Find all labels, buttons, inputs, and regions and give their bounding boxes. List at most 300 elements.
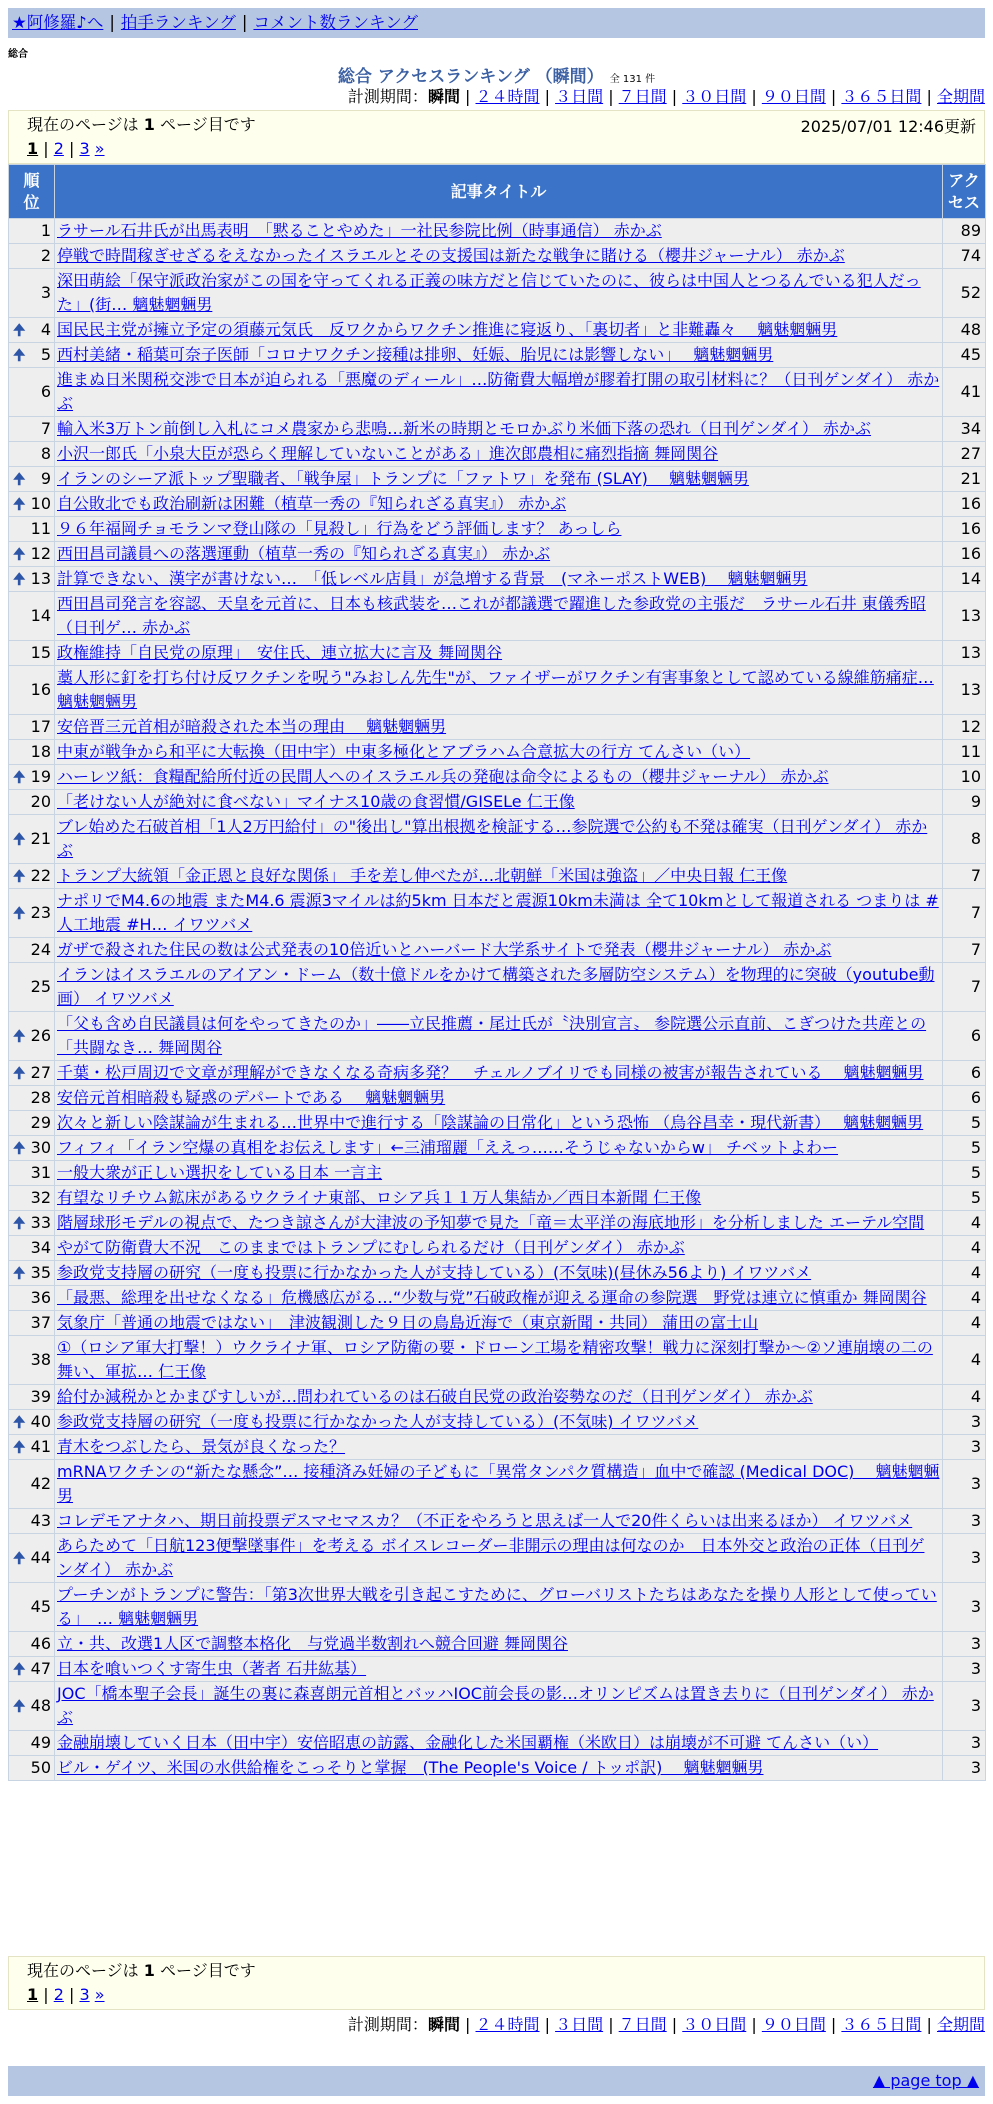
title-cell bbox=[55, 1756, 943, 1781]
rank-cell bbox=[9, 1186, 55, 1211]
page-link[interactable]: 2 bbox=[53, 139, 64, 158]
rank-column-header: 順位 bbox=[9, 165, 55, 219]
article-link[interactable]: 計算できない、漢字が書けない… 「低レベル店員」が急増する背景 (マネーポストWEB) 魑魅魍魎男 bbox=[57, 569, 808, 588]
comment-ranking-link[interactable]: コメント数ランキング bbox=[253, 13, 418, 32]
current-page-number: 1 bbox=[143, 1961, 155, 1980]
article-link[interactable]: 千葉・松戸周辺で文章が理解ができなくなる奇病多発？ チェルノブイリでも同様の被害が報告されている 魑魅魍魎男 bbox=[57, 1063, 924, 1082]
page-separator: | bbox=[38, 1985, 54, 2004]
rank-cell bbox=[9, 641, 55, 666]
rank-cell bbox=[9, 1286, 55, 1311]
access-count: 45 bbox=[943, 343, 986, 368]
article-link[interactable]: 小沢一郎氏「小泉大臣が恐らく理解していないことがある」進次郎農相に痛烈指摘 舞岡関谷 bbox=[57, 444, 719, 463]
access-count: 3 bbox=[943, 1460, 986, 1509]
period-link[interactable]: 全期間 bbox=[936, 87, 985, 106]
title-cell bbox=[55, 889, 943, 938]
table-row bbox=[9, 641, 986, 666]
table-row bbox=[9, 1086, 986, 1111]
rank-number: 5 bbox=[40, 345, 51, 364]
title-cell bbox=[55, 1186, 943, 1211]
rank-up-arrow-icon: 🠉 bbox=[13, 346, 26, 364]
title-column-header: 記事タイトル bbox=[55, 165, 943, 219]
page-separator: | bbox=[63, 139, 80, 158]
rank-cell bbox=[9, 1731, 55, 1756]
rank-number: 6 bbox=[40, 382, 51, 401]
access-count: 12 bbox=[943, 715, 986, 740]
article-link[interactable]: イランのシーア派トップ聖職者、「戦争屋」トランプに「ファトワ」を発布 (SLAY) 魑魅魍魎男 bbox=[57, 469, 749, 488]
period-separator: | bbox=[603, 2015, 619, 2034]
access-count: 6 bbox=[943, 1086, 986, 1111]
rank-number: 19 bbox=[30, 767, 51, 786]
rank-cell bbox=[9, 864, 55, 889]
rank-cell bbox=[9, 1012, 55, 1061]
article-link[interactable]: 次々と新しい陰謀論が生まれる…世界中で進行する「陰謀論の日常化」という恐怖 （烏谷昌幸・現代新書） 魑魅魍魎男 bbox=[57, 1113, 924, 1132]
rank-up-arrow-icon: 🠉 bbox=[13, 495, 26, 513]
title-cell bbox=[55, 938, 943, 963]
rank-up-arrow-icon: 🠉 bbox=[13, 1660, 26, 1678]
rank-number: 14 bbox=[30, 606, 51, 625]
article-link[interactable]: ①（ロシア軍大打撃！）ウクライナ軍、ロシア防衛の要・ドローン工場を精密攻撃！戦力に深刻打撃か～②ソ連崩壊の二の舞い、軍拡… 仁王像 bbox=[57, 1338, 933, 1381]
table-row bbox=[9, 1336, 986, 1385]
period-link[interactable]: ３６５日間 bbox=[841, 87, 922, 106]
pager-bottom bbox=[8, 1956, 985, 2010]
current-page-prefix: 現在のページは bbox=[27, 1961, 139, 1980]
access-count: 4 bbox=[943, 1236, 986, 1261]
table-row bbox=[9, 592, 986, 641]
access-count: 3 bbox=[943, 1509, 986, 1534]
title-cell bbox=[55, 864, 943, 889]
article-link[interactable]: 藁人形に釘を打ち付け反ワクチンを呪う"みおしん先生"が、ファイザーがワクチン有害事象として認めている線維筋痛症… 魑魅魍魎男 bbox=[57, 668, 934, 711]
title-cell bbox=[55, 343, 943, 368]
access-count: 34 bbox=[943, 417, 986, 442]
title-cell bbox=[55, 442, 943, 467]
title-cell bbox=[55, 1311, 943, 1336]
title-cell bbox=[55, 368, 943, 417]
title-cell bbox=[55, 963, 943, 1012]
rank-cell bbox=[9, 1385, 55, 1410]
rank-cell bbox=[9, 542, 55, 567]
table-row bbox=[9, 1509, 986, 1534]
table-row bbox=[9, 269, 986, 318]
rank-cell bbox=[9, 666, 55, 715]
rank-number: 41 bbox=[30, 1437, 51, 1456]
title-cell bbox=[55, 1211, 943, 1236]
article-link[interactable]: ナポリでM4.6の地震 またM4.6 震源3マイルは約5km 日本だと震源10km未満は 全て10kmとして報道される つまりは #人工地震 #H… イワツバメ bbox=[57, 891, 939, 934]
article-link[interactable]: 安倍晋三元首相が暗殺された本当の理由 魑魅魍魎男 bbox=[57, 717, 447, 736]
rank-number: 38 bbox=[30, 1350, 51, 1369]
rank-number: 10 bbox=[30, 494, 51, 513]
title-cell bbox=[55, 641, 943, 666]
category-label: 総合 bbox=[8, 49, 28, 60]
current-page-suffix: ページ目です bbox=[160, 115, 256, 134]
title-cell bbox=[55, 1086, 943, 1111]
title-cell bbox=[55, 1534, 943, 1583]
access-count: 3 bbox=[943, 1583, 986, 1632]
period-current: 瞬間 bbox=[427, 2015, 460, 2034]
rank-number: 42 bbox=[30, 1474, 51, 1493]
nav-separator: | bbox=[109, 13, 115, 32]
rank-cell bbox=[9, 1236, 55, 1261]
access-count: 4 bbox=[943, 1286, 986, 1311]
article-link[interactable]: 給付か減税かとかまびすしいが…問われているのは石破自民党の政治姿勢なのだ（日刊ゲンダイ） 赤かぶ bbox=[57, 1387, 813, 1406]
rank-number: 35 bbox=[30, 1263, 51, 1282]
rank-cell bbox=[9, 368, 55, 417]
article-link[interactable]: プーチンがトランプに警告：「第3次世界大戦を引き起こすために、グローバリストたちはあなたを操り人形として使っている」 … 魑魅魍魎男 bbox=[57, 1585, 937, 1628]
rank-cell bbox=[9, 318, 55, 343]
page-separator: | bbox=[63, 1985, 80, 2004]
rank-number: 12 bbox=[30, 544, 51, 563]
period-separator: | bbox=[539, 87, 556, 106]
next-page-link[interactable]: » bbox=[94, 1985, 105, 2004]
article-link[interactable]: フィフィ「イラン空爆の真相をお伝えします」←三浦瑠麗「ええっ……そうじゃないからw」 チベットよわー bbox=[57, 1138, 839, 1157]
article-link[interactable]: 自公敗北でも政治刷新は困難（植草一秀の『知られざる真実』） 赤かぶ bbox=[57, 494, 567, 513]
period-selector-bottom bbox=[348, 2014, 985, 2036]
access-count: 13 bbox=[943, 666, 986, 715]
period-link[interactable]: 全期間 bbox=[936, 2015, 985, 2034]
pager-top bbox=[8, 110, 985, 164]
article-link[interactable]: 西村美緒・稲葉可奈子医師「コロナワクチン接種は排卵、妊娠、胎児には影響しない」 魑魅魍魎男 bbox=[57, 345, 774, 364]
article-link[interactable]: 立・共、改選1人区で調整本格化 与党過半数割れへ競合回避 舞岡関谷 bbox=[57, 1634, 568, 1653]
rank-up-arrow-icon: 🠉 bbox=[13, 1264, 26, 1282]
rank-cell bbox=[9, 1136, 55, 1161]
period-selector-top bbox=[348, 86, 985, 108]
page-link[interactable]: 3 bbox=[79, 139, 90, 158]
table-row bbox=[9, 318, 986, 343]
title-cell bbox=[55, 1435, 943, 1460]
next-page-link[interactable]: » bbox=[94, 139, 105, 158]
article-link[interactable]: 中東が戦争から和平に大転換（田中宇）中東多極化とアブラハム合意拡大の行方 てんさい（い） bbox=[57, 742, 751, 761]
title-cell bbox=[55, 1061, 943, 1086]
period-separator: | bbox=[603, 87, 619, 106]
article-link[interactable]: あらためて「日航123便撃墜事件」を考える ボイスレコーダー非開示の理由は何なのか 日本外交と政治の正体（日刊ゲンダイ） 赤かぶ bbox=[57, 1536, 925, 1579]
rank-up-arrow-icon: 🠉 bbox=[13, 768, 26, 786]
article-link[interactable]: 「最悪、総理を出せなくなる」危機感広がる…“少数与党”石破政権が迎える運命の参院選 野党は連立に慎重か 舞岡関谷 bbox=[57, 1288, 927, 1307]
article-link[interactable]: 一般大衆が正しい選択をしている日本 一言主 bbox=[57, 1163, 383, 1182]
access-count: 27 bbox=[943, 442, 986, 467]
page-link[interactable]: 3 bbox=[79, 1985, 90, 2004]
article-link[interactable]: 気象庁「普通の地震ではない」 津波観測した９日の鳥島近海で（東京新聞・共同） 蒲田の富士山 bbox=[57, 1313, 759, 1332]
rank-number: 50 bbox=[30, 1758, 51, 1777]
rank-cell bbox=[9, 1632, 55, 1657]
table-row bbox=[9, 517, 986, 542]
article-link[interactable]: 参政党支持層の研究（一度も投票に行かなかった人が支持している）(不気味) イワツバメ bbox=[57, 1412, 699, 1431]
rank-cell bbox=[9, 1509, 55, 1534]
period-link[interactable]: ２４時間 bbox=[475, 2015, 540, 2034]
access-count: 4 bbox=[943, 1336, 986, 1385]
period-separator: | bbox=[459, 2015, 476, 2034]
period-link[interactable]: ９０日間 bbox=[761, 2015, 826, 2034]
table-row bbox=[9, 467, 986, 492]
rank-number: 15 bbox=[30, 643, 51, 662]
access-count: 3 bbox=[943, 1756, 986, 1781]
rank-number: 48 bbox=[30, 1696, 51, 1715]
rank-number: 21 bbox=[30, 829, 51, 848]
access-count: 7 bbox=[943, 864, 986, 889]
rank-number: 11 bbox=[30, 519, 51, 538]
table-row bbox=[9, 815, 986, 864]
current-page-number: 1 bbox=[143, 115, 155, 134]
rank-up-arrow-icon: 🠉 bbox=[13, 321, 26, 339]
table-row bbox=[9, 1682, 986, 1731]
rank-cell bbox=[9, 889, 55, 938]
article-link[interactable]: イランはイスラエルのアイアン・ドーム（数十億ドルをかけて構築された多層防空システム）を物理的に突破（youtube動画） イワツバメ bbox=[57, 965, 935, 1008]
period-separator: | bbox=[539, 2015, 556, 2034]
rank-number: 36 bbox=[30, 1288, 51, 1307]
title-cell bbox=[55, 219, 943, 244]
table-row bbox=[9, 1756, 986, 1781]
rank-cell bbox=[9, 1086, 55, 1111]
rank-number: 23 bbox=[30, 903, 51, 922]
rank-number: 7 bbox=[40, 419, 51, 438]
title-cell bbox=[55, 244, 943, 269]
rank-cell bbox=[9, 790, 55, 815]
article-link[interactable]: 深田萌絵「保守派政治家がこの国を守ってくれる正義の味方だと信じていたのに、彼らは中国人とつるんでいる犯人だった」(街… 魑魅魍魎男 bbox=[57, 271, 921, 314]
ranking-title: 総合 アクセスランキング （瞬間） bbox=[337, 67, 604, 87]
rank-number: 30 bbox=[30, 1138, 51, 1157]
rank-number: 45 bbox=[30, 1597, 51, 1616]
title-cell bbox=[55, 517, 943, 542]
rank-cell bbox=[9, 244, 55, 269]
article-link[interactable]: やがて防衛費大不況 このままではトランプにむしられるだけ（日刊ゲンダイ） 赤かぶ bbox=[57, 1238, 685, 1257]
table-row bbox=[9, 1385, 986, 1410]
access-count: 52 bbox=[943, 269, 986, 318]
table-row bbox=[9, 442, 986, 467]
article-link[interactable]: 階層球形モデルの視点で、たつき諒さんが大津波の予知夢で見た「竜＝太平洋の海底地形」を分析しました エーテル空間 bbox=[57, 1213, 925, 1232]
rank-cell bbox=[9, 343, 55, 368]
access-count: 6 bbox=[943, 1061, 986, 1086]
article-link[interactable]: 西田昌司発言を容認、天皇を元首に、日本も核武装を…これが都議選で躍進した参政党の主張だ ラサール石井 東儀秀昭（日刊ゲ… 赤かぶ bbox=[57, 594, 926, 637]
rank-cell bbox=[9, 765, 55, 790]
article-link[interactable]: 進まぬ日米関税交渉で日本が迫られる「悪魔のディール」…防衛費大幅増が膠着打開の取引材料に？（日刊ゲンダイ） 赤かぶ bbox=[57, 370, 940, 413]
rank-up-arrow-icon: 🠉 bbox=[13, 1027, 26, 1045]
rank-up-arrow-icon: 🠉 bbox=[13, 1064, 26, 1082]
clap-ranking-link[interactable]: 拍手ランキング bbox=[120, 13, 236, 32]
table-row bbox=[9, 1186, 986, 1211]
table-row bbox=[9, 740, 986, 765]
rank-number: 26 bbox=[30, 1026, 51, 1045]
access-count: 13 bbox=[943, 641, 986, 666]
rank-cell bbox=[9, 467, 55, 492]
rank-number: 8 bbox=[40, 444, 51, 463]
period-current: 瞬間 bbox=[427, 87, 460, 106]
current-page-suffix: ページ目です bbox=[160, 1961, 256, 1980]
period-link[interactable]: ３日間 bbox=[555, 87, 604, 106]
table-row bbox=[9, 343, 986, 368]
access-count: 5 bbox=[943, 1161, 986, 1186]
current-page-text bbox=[27, 1960, 256, 1982]
rank-number: 17 bbox=[30, 717, 51, 736]
period-link[interactable]: ９０日間 bbox=[761, 87, 826, 106]
rank-up-arrow-icon: 🠉 bbox=[13, 1549, 26, 1567]
article-link[interactable]: 政権維持「自民党の原理」 安住氏、連立拡大に言及 舞岡関谷 bbox=[57, 643, 503, 662]
title-cell bbox=[55, 1657, 943, 1682]
table-row bbox=[9, 219, 986, 244]
period-link[interactable]: ３０日間 bbox=[682, 2015, 747, 2034]
article-link[interactable]: コレデモアナタハ、期日前投票デスマセマスカ？（不正をやろうと思えば一人で20件くらいは出来るほか） イワツバメ bbox=[57, 1511, 913, 1530]
title-cell bbox=[55, 1136, 943, 1161]
rank-number: 46 bbox=[30, 1634, 51, 1653]
rank-cell bbox=[9, 517, 55, 542]
rank-cell bbox=[9, 1261, 55, 1286]
table-row bbox=[9, 889, 986, 938]
article-link[interactable]: 停戦で時間稼ぎせざるをえなかったイスラエルとその支援国は新たな戦争に賭ける（櫻井ジャーナル） 赤かぶ bbox=[57, 246, 845, 265]
title-cell bbox=[55, 666, 943, 715]
rank-up-arrow-icon: 🠉 bbox=[13, 1139, 26, 1157]
table-row bbox=[9, 1136, 986, 1161]
rank-up-arrow-icon: 🠉 bbox=[13, 1438, 26, 1456]
article-link[interactable]: 西田昌司議員への落選運動（植草一秀の『知られざる真実』） 赤かぶ bbox=[57, 544, 551, 563]
access-count: 7 bbox=[943, 963, 986, 1012]
access-count: 3 bbox=[943, 1534, 986, 1583]
page-top-link[interactable]: ▲ page top ▲ bbox=[872, 2071, 979, 2090]
nav-separator: | bbox=[241, 13, 248, 32]
top-nav-bar bbox=[8, 8, 985, 38]
current-page-prefix: 現在のページは bbox=[27, 115, 139, 134]
article-link[interactable]: 日本を喰いつくす寄生虫（著者 石井紘基） bbox=[57, 1659, 367, 1678]
title-cell bbox=[55, 1632, 943, 1657]
title-cell bbox=[55, 1731, 943, 1756]
access-count: 16 bbox=[943, 517, 986, 542]
title-cell bbox=[55, 1012, 943, 1061]
table-row bbox=[9, 244, 986, 269]
rank-up-arrow-icon: 🠉 bbox=[13, 470, 26, 488]
table-row bbox=[9, 1410, 986, 1435]
table-row bbox=[9, 1435, 986, 1460]
access-count: 74 bbox=[943, 244, 986, 269]
article-link[interactable]: ９６年福岡チョモランマ登山隊の「見殺し」行為をどう評価します？ あっしら bbox=[57, 519, 622, 538]
rank-number: 24 bbox=[30, 940, 51, 959]
access-count: 3 bbox=[943, 1435, 986, 1460]
period-link[interactable]: ７日間 bbox=[618, 87, 667, 106]
access-count: 7 bbox=[943, 938, 986, 963]
rank-cell bbox=[9, 1336, 55, 1385]
access-count: 4 bbox=[943, 1211, 986, 1236]
article-link[interactable]: mRNAワクチンの“新たな懸念”… 接種済み妊婦の子どもに「異常タンパク質構造」血中で確認 (Medical DOC) 魑魅魍魎男 bbox=[57, 1462, 940, 1505]
rank-cell bbox=[9, 1311, 55, 1336]
article-link[interactable]: 有望なリチウム鉱床があるウクライナ東部、ロシア兵１１万人集結か／西日本新聞 仁王像 bbox=[57, 1188, 702, 1207]
table-row bbox=[9, 1161, 986, 1186]
article-link[interactable]: 青木をつぶしたら、景気が良くなった？ bbox=[57, 1437, 346, 1456]
rank-up-arrow-icon: 🠉 bbox=[13, 904, 26, 922]
top-nav bbox=[12, 12, 418, 34]
article-link[interactable]: 国民民主党が擁立予定の須藤元気氏 反ワクからワクチン推進に寝返り、「裏切者」と非難轟々 魑魅魍魎男 bbox=[57, 320, 838, 339]
table-row bbox=[9, 666, 986, 715]
article-link[interactable]: 金融崩壊していく日本（田中宇）安倍昭恵の訪露、金融化した米国覇権（米欧日）は崩壊が不可避 てんさい（い） bbox=[57, 1733, 879, 1752]
rank-cell bbox=[9, 1657, 55, 1682]
article-link[interactable]: JOC「橋本聖子会長」誕生の裏に森喜朗元首相とバッハIOC前会長の影…オリンピズムは置き去りに（日刊ゲンダイ） 赤かぶ bbox=[57, 1684, 934, 1727]
title-cell bbox=[55, 815, 943, 864]
article-link[interactable]: 参政党支持層の研究（一度も投票に行かなかった人が支持している）(不気味)(昼休み56より) イワツバメ bbox=[57, 1263, 812, 1282]
article-link[interactable]: ハーレツ紙：食糧配給所付近の民間人へのイスラエル兵の発砲は命令によるもの（櫻井ジャーナル） 赤かぶ bbox=[57, 767, 829, 786]
article-link[interactable]: トランプ大統領「金正恩と良好な関係」 手を差し伸べたが…北朝鮮「米国は強盗」／中央日報 仁王像 bbox=[57, 866, 788, 885]
page-separator: | bbox=[38, 139, 54, 158]
table-row bbox=[9, 765, 986, 790]
access-count: 3 bbox=[943, 1632, 986, 1657]
rank-number: 44 bbox=[30, 1548, 51, 1567]
rank-cell bbox=[9, 1682, 55, 1731]
article-link[interactable]: ブレ始めた石破首相「1人2万円給付」の"後出し"算出根拠を検証する…参院選で公約も不発は確実（日刊ゲンダイ） 赤かぶ bbox=[57, 817, 928, 860]
access-count: 5 bbox=[943, 1136, 986, 1161]
access-count: 41 bbox=[943, 368, 986, 417]
title-cell bbox=[55, 567, 943, 592]
rank-cell bbox=[9, 1583, 55, 1632]
rank-cell bbox=[9, 740, 55, 765]
rank-up-arrow-icon: 🠉 bbox=[13, 867, 26, 885]
title-cell bbox=[55, 1583, 943, 1632]
rank-cell bbox=[9, 815, 55, 864]
table-row bbox=[9, 1534, 986, 1583]
rank-number: 13 bbox=[30, 569, 51, 588]
article-link[interactable]: ガザで殺された住民の数は公式発表の10倍近いとハーバード大学系サイトで発表（櫻井ジャーナル） 赤かぶ bbox=[57, 940, 832, 959]
rank-cell bbox=[9, 567, 55, 592]
rank-up-arrow-icon: 🠉 bbox=[13, 830, 26, 848]
period-separator: | bbox=[666, 2015, 683, 2034]
current-page-text bbox=[27, 114, 256, 136]
table-row bbox=[9, 492, 986, 517]
rank-up-arrow-icon: 🠉 bbox=[13, 1697, 26, 1715]
rank-number: 3 bbox=[40, 283, 51, 302]
title-cell bbox=[55, 1385, 943, 1410]
title-cell bbox=[55, 467, 943, 492]
title-cell bbox=[55, 715, 943, 740]
page-link[interactable]: 2 bbox=[53, 1985, 64, 2004]
rank-number: 2 bbox=[40, 246, 51, 265]
rank-number: 39 bbox=[30, 1387, 51, 1406]
period-link[interactable]: ３０日間 bbox=[682, 87, 747, 106]
rank-number: 29 bbox=[30, 1113, 51, 1132]
title-cell bbox=[55, 1336, 943, 1385]
table-row bbox=[9, 567, 986, 592]
rank-cell bbox=[9, 1460, 55, 1509]
period-link[interactable]: ２４時間 bbox=[475, 87, 540, 106]
period-label: 計測期間： bbox=[347, 87, 428, 106]
title-cell bbox=[55, 790, 943, 815]
footer-bar bbox=[8, 2066, 985, 2096]
access-count: 10 bbox=[943, 765, 986, 790]
article-link[interactable]: 輸入米3万トン前倒し入札にコメ農家から悲鳴…新米の時期とモロかぶり米価下落の恐れ（日刊ゲンダイ） 赤かぶ bbox=[57, 419, 871, 438]
table-row bbox=[9, 1111, 986, 1136]
rank-cell bbox=[9, 1435, 55, 1460]
article-link[interactable]: 安倍元首相暗殺も疑惑のデパートである 魑魅魍魎男 bbox=[57, 1088, 446, 1107]
access-count: 89 bbox=[943, 219, 986, 244]
article-link[interactable]: ラサール石井氏が出馬表明 「黙ることやめた」一社民参院比例（時事通信） 赤かぶ bbox=[57, 221, 662, 240]
article-link[interactable]: 「老けない人が絶対に食べない」マイナス10歳の食習慣/GISELe 仁王像 bbox=[57, 792, 575, 811]
page-current: 1 bbox=[27, 139, 39, 158]
period-link[interactable]: ３６５日間 bbox=[841, 2015, 922, 2034]
title-cell bbox=[55, 1236, 943, 1261]
period-separator: | bbox=[825, 2015, 842, 2034]
rank-cell bbox=[9, 1756, 55, 1781]
rank-number: 28 bbox=[30, 1088, 51, 1107]
home-link[interactable]: ★阿修羅♪へ bbox=[12, 13, 104, 32]
period-link[interactable]: ３日間 bbox=[555, 2015, 604, 2034]
period-separator: | bbox=[746, 87, 762, 106]
article-link[interactable]: 「父も含め自民議員は何をやってきたのか」――立民推薦・尾辻氏が〝決別宣言〟 参院選公示直前、こぎつけた共産との「共闘なき… 舞岡関谷 bbox=[57, 1014, 927, 1057]
title-cell bbox=[55, 1460, 943, 1509]
rank-number: 43 bbox=[30, 1511, 51, 1530]
table-row bbox=[9, 963, 986, 1012]
rank-number: 32 bbox=[30, 1188, 51, 1207]
period-link[interactable]: ７日間 bbox=[618, 2015, 667, 2034]
access-count: 14 bbox=[943, 567, 986, 592]
rank-cell bbox=[9, 1211, 55, 1236]
rank-up-arrow-icon: 🠉 bbox=[13, 1413, 26, 1431]
rank-number: 20 bbox=[30, 792, 51, 811]
access-count: 5 bbox=[943, 1186, 986, 1211]
rank-number: 25 bbox=[30, 977, 51, 996]
rank-number: 49 bbox=[30, 1733, 51, 1752]
access-count: 6 bbox=[943, 1012, 986, 1061]
article-link[interactable]: ビル・ゲイツ、米国の水供給権をこっそりと掌握 (The People's Voice / トッポ訳) 魑魅魍魎男 bbox=[57, 1758, 764, 1777]
